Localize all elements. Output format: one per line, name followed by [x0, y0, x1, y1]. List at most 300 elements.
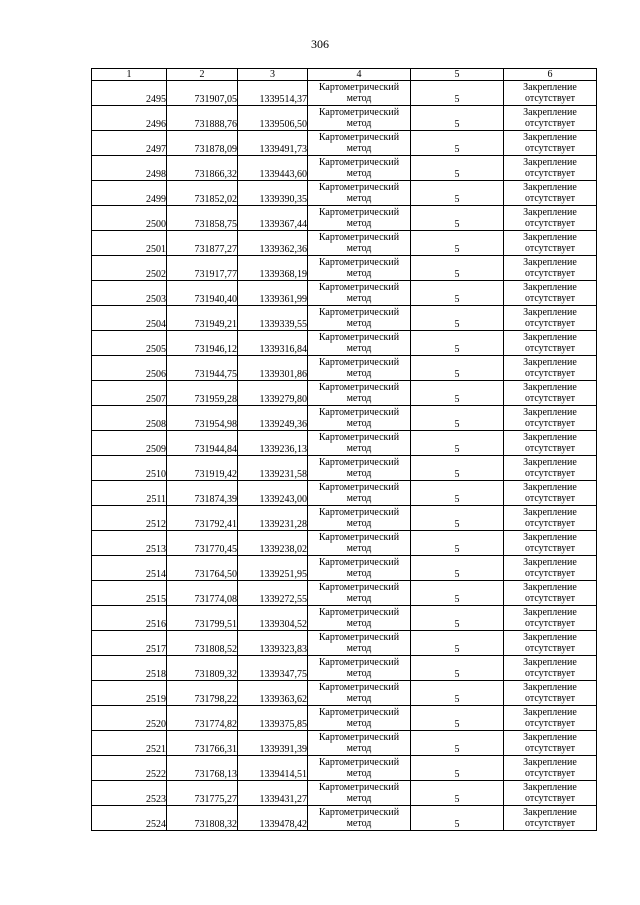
y-coordinate-cell: 1339375,85 [238, 706, 308, 731]
method-cell [308, 106, 411, 131]
accuracy-cell: 5 [411, 531, 504, 556]
accuracy-cell: 5 [411, 181, 504, 206]
table-row [92, 131, 597, 156]
y-coordinate-cell: 1339279,80 [238, 381, 308, 406]
table-row [92, 506, 597, 531]
fixing-line-1: Закрепление [523, 307, 577, 318]
fixing-cell [504, 231, 597, 256]
x-coordinate-cell: 731808,32 [167, 806, 238, 831]
accuracy-cell: 5 [411, 81, 504, 106]
method-cell [308, 556, 411, 581]
fixing-cell [504, 156, 597, 181]
y-coordinate-cell: 1339236,13 [238, 431, 308, 456]
method-line-2: метод [346, 618, 372, 629]
x-coordinate-cell: 731959,28 [167, 381, 238, 406]
point-number-cell: 2514 [92, 556, 167, 581]
accuracy-cell: 5 [411, 481, 504, 506]
method-line-2: метод [346, 443, 372, 454]
x-coordinate-cell: 731809,32 [167, 656, 238, 681]
header-row [92, 69, 597, 81]
point-number-cell: 2496 [92, 106, 167, 131]
fixing-cell [504, 656, 597, 681]
fixing-cell [504, 506, 597, 531]
y-coordinate-cell: 1339390,35 [238, 181, 308, 206]
point-number-cell: 2504 [92, 306, 167, 331]
table-row [92, 106, 597, 131]
fixing-cell [504, 756, 597, 781]
fixing-line-2: отсутствует [524, 618, 576, 629]
fixing-cell [504, 306, 597, 331]
fixing-cell [504, 581, 597, 606]
method-cell [308, 631, 411, 656]
method-cell [308, 181, 411, 206]
x-coordinate-cell: 731866,32 [167, 156, 238, 181]
fixing-cell [504, 131, 597, 156]
y-coordinate-cell: 1339238,02 [238, 531, 308, 556]
method-line-2: метод [346, 768, 372, 779]
point-number-cell: 2509 [92, 431, 167, 456]
x-coordinate-cell: 731949,21 [167, 306, 238, 331]
accuracy-cell: 5 [411, 156, 504, 181]
point-number-cell: 2517 [92, 631, 167, 656]
x-coordinate-cell: 731917,77 [167, 256, 238, 281]
x-coordinate-cell: 731954,98 [167, 406, 238, 431]
y-coordinate-cell: 1339316,84 [238, 331, 308, 356]
x-coordinate-cell: 731774,08 [167, 581, 238, 606]
fixing-line-1: Закрепление [523, 707, 577, 718]
y-coordinate-cell: 1339304,52 [238, 606, 308, 631]
fixing-line-2: отсутствует [524, 718, 576, 729]
table-row [92, 181, 597, 206]
point-number-cell: 2497 [92, 131, 167, 156]
method-line-2: метод [346, 468, 372, 479]
method-cell [308, 406, 411, 431]
method-line-2: метод [346, 568, 372, 579]
fixing-line-2: отсутствует [524, 168, 576, 179]
table-row [92, 581, 597, 606]
method-line-1: Картометрический [318, 82, 400, 93]
table-row [92, 731, 597, 756]
header-cell-3: 3 [238, 69, 308, 81]
fixing-cell [504, 706, 597, 731]
method-cell [308, 756, 411, 781]
fixing-line-1: Закрепление [523, 182, 577, 193]
x-coordinate-cell: 731792,41 [167, 506, 238, 531]
table-row [92, 156, 597, 181]
table-row [92, 306, 597, 331]
y-coordinate-cell: 1339323,83 [238, 631, 308, 656]
point-number-cell: 2524 [92, 806, 167, 831]
method-line-2: метод [346, 593, 372, 604]
fixing-line-2: отсутствует [524, 743, 576, 754]
method-line-1: Картометрический [318, 182, 400, 193]
y-coordinate-cell: 1339231,58 [238, 456, 308, 481]
fixing-cell [504, 731, 597, 756]
fixing-cell [504, 631, 597, 656]
fixing-cell [504, 531, 597, 556]
method-line-2: метод [346, 293, 372, 304]
fixing-line-1: Закрепление [523, 682, 577, 693]
method-line-1: Картометрический [318, 307, 400, 318]
method-line-2: метод [346, 693, 372, 704]
fixing-line-2: отсутствует [524, 468, 576, 479]
x-coordinate-cell: 731774,82 [167, 706, 238, 731]
fixing-line-2: отсутствует [524, 293, 576, 304]
point-number-cell: 2523 [92, 781, 167, 806]
fixing-line-1: Закрепление [523, 132, 577, 143]
x-coordinate-cell: 731808,52 [167, 631, 238, 656]
accuracy-cell: 5 [411, 406, 504, 431]
method-line-1: Картометрический [318, 432, 400, 443]
fixing-cell [504, 606, 597, 631]
accuracy-cell: 5 [411, 506, 504, 531]
fixing-line-2: отсутствует [524, 268, 576, 279]
fixing-cell [504, 681, 597, 706]
table-row [92, 481, 597, 506]
table-row [92, 556, 597, 581]
fixing-line-1: Закрепление [523, 607, 577, 618]
fixing-line-2: отсутствует [524, 193, 576, 204]
fixing-line-1: Закрепление [523, 507, 577, 518]
header-cell-2: 2 [167, 69, 238, 81]
table-row [92, 231, 597, 256]
table-row [92, 256, 597, 281]
fixing-line-1: Закрепление [523, 807, 577, 818]
table-row [92, 631, 597, 656]
fixing-line-2: отсутствует [524, 693, 576, 704]
x-coordinate-cell: 731944,75 [167, 356, 238, 381]
header-cell-4: 4 [308, 69, 411, 81]
method-cell [308, 256, 411, 281]
method-line-2: метод [346, 168, 372, 179]
fixing-line-2: отсутствует [524, 568, 576, 579]
method-line-2: метод [346, 718, 372, 729]
table-row [92, 806, 597, 831]
method-cell [308, 81, 411, 106]
fixing-line-2: отсутствует [524, 593, 576, 604]
method-line-2: метод [346, 143, 372, 154]
point-number-cell: 2507 [92, 381, 167, 406]
method-line-1: Картометрический [318, 557, 400, 568]
y-coordinate-cell: 1339347,75 [238, 656, 308, 681]
fixing-line-2: отсутствует [524, 218, 576, 229]
x-coordinate-cell: 731944,84 [167, 431, 238, 456]
accuracy-cell: 5 [411, 106, 504, 131]
method-cell [308, 656, 411, 681]
fixing-cell [504, 81, 597, 106]
method-line-1: Картометрический [318, 757, 400, 768]
point-number-cell: 2515 [92, 581, 167, 606]
method-cell [308, 456, 411, 481]
fixing-cell [504, 781, 597, 806]
y-coordinate-cell: 1339231,28 [238, 506, 308, 531]
y-coordinate-cell: 1339506,50 [238, 106, 308, 131]
point-number-cell: 2513 [92, 531, 167, 556]
method-cell [308, 231, 411, 256]
table-row [92, 331, 597, 356]
table-row [92, 606, 597, 631]
y-coordinate-cell: 1339391,39 [238, 731, 308, 756]
fixing-cell [504, 106, 597, 131]
fixing-line-2: отсутствует [524, 518, 576, 529]
method-line-2: метод [346, 743, 372, 754]
y-coordinate-cell: 1339251,95 [238, 556, 308, 581]
method-line-2: метод [346, 368, 372, 379]
method-cell [308, 206, 411, 231]
x-coordinate-cell: 731874,39 [167, 481, 238, 506]
accuracy-cell: 5 [411, 706, 504, 731]
point-number-cell: 2505 [92, 331, 167, 356]
y-coordinate-cell: 1339491,73 [238, 131, 308, 156]
accuracy-cell: 5 [411, 731, 504, 756]
method-line-1: Картометрический [318, 732, 400, 743]
fixing-line-1: Закрепление [523, 407, 577, 418]
accuracy-cell: 5 [411, 606, 504, 631]
fixing-line-1: Закрепление [523, 732, 577, 743]
fixing-cell [504, 331, 597, 356]
table-row [92, 431, 597, 456]
y-coordinate-cell: 1339361,99 [238, 281, 308, 306]
x-coordinate-cell: 731877,27 [167, 231, 238, 256]
fixing-line-1: Закрепление [523, 82, 577, 93]
method-cell [308, 331, 411, 356]
accuracy-cell: 5 [411, 806, 504, 831]
method-line-2: метод [346, 343, 372, 354]
table-row [92, 456, 597, 481]
x-coordinate-cell: 731940,40 [167, 281, 238, 306]
fixing-line-1: Закрепление [523, 632, 577, 643]
method-line-1: Картометрический [318, 532, 400, 543]
method-cell [308, 706, 411, 731]
fixing-line-1: Закрепление [523, 157, 577, 168]
accuracy-cell: 5 [411, 581, 504, 606]
y-coordinate-cell: 1339478,42 [238, 806, 308, 831]
fixing-line-1: Закрепление [523, 232, 577, 243]
point-number-cell: 2522 [92, 756, 167, 781]
method-line-2: метод [346, 318, 372, 329]
fixing-line-2: отсутствует [524, 243, 576, 254]
x-coordinate-cell: 731799,51 [167, 606, 238, 631]
method-line-1: Картометрический [318, 282, 400, 293]
fixing-line-1: Закрепление [523, 332, 577, 343]
method-line-1: Картометрический [318, 332, 400, 343]
method-line-1: Картометрический [318, 607, 400, 618]
y-coordinate-cell: 1339249,36 [238, 406, 308, 431]
x-coordinate-cell: 731768,13 [167, 756, 238, 781]
fixing-line-2: отсутствует [524, 668, 576, 679]
y-coordinate-cell: 1339367,44 [238, 206, 308, 231]
method-line-2: метод [346, 643, 372, 654]
fixing-line-1: Закрепление [523, 757, 577, 768]
method-line-1: Картометрический [318, 807, 400, 818]
accuracy-cell: 5 [411, 206, 504, 231]
method-line-2: метод [346, 518, 372, 529]
point-number-cell: 2510 [92, 456, 167, 481]
accuracy-cell: 5 [411, 681, 504, 706]
method-line-2: метод [346, 668, 372, 679]
point-number-cell: 2516 [92, 606, 167, 631]
header-cell-5: 5 [411, 69, 504, 81]
fixing-line-2: отсутствует [524, 318, 576, 329]
point-number-cell: 2502 [92, 256, 167, 281]
y-coordinate-cell: 1339272,55 [238, 581, 308, 606]
fixing-line-2: отсутствует [524, 768, 576, 779]
point-number-cell: 2499 [92, 181, 167, 206]
table-row [92, 381, 597, 406]
fixing-cell [504, 806, 597, 831]
accuracy-cell: 5 [411, 631, 504, 656]
fixing-line-1: Закрепление [523, 257, 577, 268]
page-number: 306 [311, 37, 329, 51]
method-line-1: Картометрический [318, 457, 400, 468]
method-line-1: Картометрический [318, 107, 400, 118]
fixing-line-1: Закрепление [523, 207, 577, 218]
table-row [92, 656, 597, 681]
fixing-line-2: отсутствует [524, 418, 576, 429]
y-coordinate-cell: 1339514,37 [238, 81, 308, 106]
point-number-cell: 2503 [92, 281, 167, 306]
method-line-1: Картометрический [318, 232, 400, 243]
table-body [92, 81, 597, 831]
fixing-line-1: Закрепление [523, 357, 577, 368]
x-coordinate-cell: 731775,27 [167, 781, 238, 806]
method-cell [308, 131, 411, 156]
x-coordinate-cell: 731764,50 [167, 556, 238, 581]
point-number-cell: 2506 [92, 356, 167, 381]
table-row [92, 756, 597, 781]
accuracy-cell: 5 [411, 131, 504, 156]
table-row [92, 406, 597, 431]
method-line-1: Картометрический [318, 132, 400, 143]
point-number-cell: 2508 [92, 406, 167, 431]
fixing-cell [504, 406, 597, 431]
method-cell [308, 806, 411, 831]
accuracy-cell: 5 [411, 306, 504, 331]
method-line-2: метод [346, 418, 372, 429]
fixing-line-1: Закрепление [523, 582, 577, 593]
accuracy-cell: 5 [411, 656, 504, 681]
fixing-line-2: отсутствует [524, 118, 576, 129]
method-line-1: Картометрический [318, 582, 400, 593]
method-line-2: метод [346, 543, 372, 554]
fixing-line-1: Закрепление [523, 482, 577, 493]
y-coordinate-cell: 1339414,51 [238, 756, 308, 781]
x-coordinate-cell: 731907,05 [167, 81, 238, 106]
accuracy-cell: 5 [411, 231, 504, 256]
method-line-2: метод [346, 793, 372, 804]
table-row [92, 531, 597, 556]
coordinates-table [91, 68, 597, 831]
method-line-2: метод [346, 193, 372, 204]
x-coordinate-cell: 731878,09 [167, 131, 238, 156]
y-coordinate-cell: 1339443,60 [238, 156, 308, 181]
method-cell [308, 731, 411, 756]
header-cell-1: 1 [92, 69, 167, 81]
fixing-line-1: Закрепление [523, 107, 577, 118]
fixing-cell [504, 456, 597, 481]
table-row [92, 356, 597, 381]
method-line-2: метод [346, 493, 372, 504]
fixing-cell [504, 556, 597, 581]
fixing-line-1: Закрепление [523, 657, 577, 668]
fixing-line-1: Закрепление [523, 532, 577, 543]
method-line-1: Картометрический [318, 482, 400, 493]
x-coordinate-cell: 731888,76 [167, 106, 238, 131]
method-cell [308, 306, 411, 331]
method-line-2: метод [346, 818, 372, 829]
x-coordinate-cell: 731852,02 [167, 181, 238, 206]
table-row [92, 206, 597, 231]
fixing-line-2: отсутствует [524, 643, 576, 654]
fixing-line-2: отсутствует [524, 493, 576, 504]
point-number-cell: 2512 [92, 506, 167, 531]
fixing-cell [504, 356, 597, 381]
header-cell-6: 6 [504, 69, 597, 81]
point-number-cell: 2501 [92, 231, 167, 256]
method-cell [308, 681, 411, 706]
method-line-2: метод [346, 393, 372, 404]
y-coordinate-cell: 1339431,27 [238, 781, 308, 806]
method-cell [308, 381, 411, 406]
fixing-cell [504, 431, 597, 456]
method-line-2: метод [346, 118, 372, 129]
fixing-line-2: отсутствует [524, 793, 576, 804]
x-coordinate-cell: 731946,12 [167, 331, 238, 356]
fixing-line-1: Закрепление [523, 432, 577, 443]
method-line-1: Картометрический [318, 157, 400, 168]
fixing-line-1: Закрепление [523, 457, 577, 468]
x-coordinate-cell: 731770,45 [167, 531, 238, 556]
fixing-cell [504, 281, 597, 306]
accuracy-cell: 5 [411, 281, 504, 306]
x-coordinate-cell: 731766,31 [167, 731, 238, 756]
accuracy-cell: 5 [411, 356, 504, 381]
fixing-line-2: отсутствует [524, 543, 576, 554]
method-cell [308, 606, 411, 631]
method-cell [308, 156, 411, 181]
fixing-line-2: отсутствует [524, 143, 576, 154]
method-cell [308, 281, 411, 306]
fixing-cell [504, 481, 597, 506]
method-line-1: Картометрический [318, 632, 400, 643]
method-line-1: Картометрический [318, 357, 400, 368]
method-cell [308, 481, 411, 506]
y-coordinate-cell: 1339301,86 [238, 356, 308, 381]
method-line-2: метод [346, 93, 372, 104]
table-row [92, 281, 597, 306]
fixing-line-1: Закрепление [523, 382, 577, 393]
y-coordinate-cell: 1339363,62 [238, 681, 308, 706]
accuracy-cell: 5 [411, 381, 504, 406]
x-coordinate-cell: 731798,22 [167, 681, 238, 706]
fixing-line-1: Закрепление [523, 782, 577, 793]
point-number-cell: 2498 [92, 156, 167, 181]
fixing-line-1: Закрепление [523, 557, 577, 568]
table-row [92, 681, 597, 706]
y-coordinate-cell: 1339362,36 [238, 231, 308, 256]
point-number-cell: 2519 [92, 681, 167, 706]
method-line-1: Картометрический [318, 682, 400, 693]
method-line-2: метод [346, 268, 372, 279]
method-line-2: метод [346, 243, 372, 254]
method-line-2: метод [346, 218, 372, 229]
x-coordinate-cell: 731919,42 [167, 456, 238, 481]
x-coordinate-cell: 731858,75 [167, 206, 238, 231]
method-line-1: Картометрический [318, 382, 400, 393]
method-cell [308, 581, 411, 606]
y-coordinate-cell: 1339368,19 [238, 256, 308, 281]
method-line-1: Картометрический [318, 407, 400, 418]
